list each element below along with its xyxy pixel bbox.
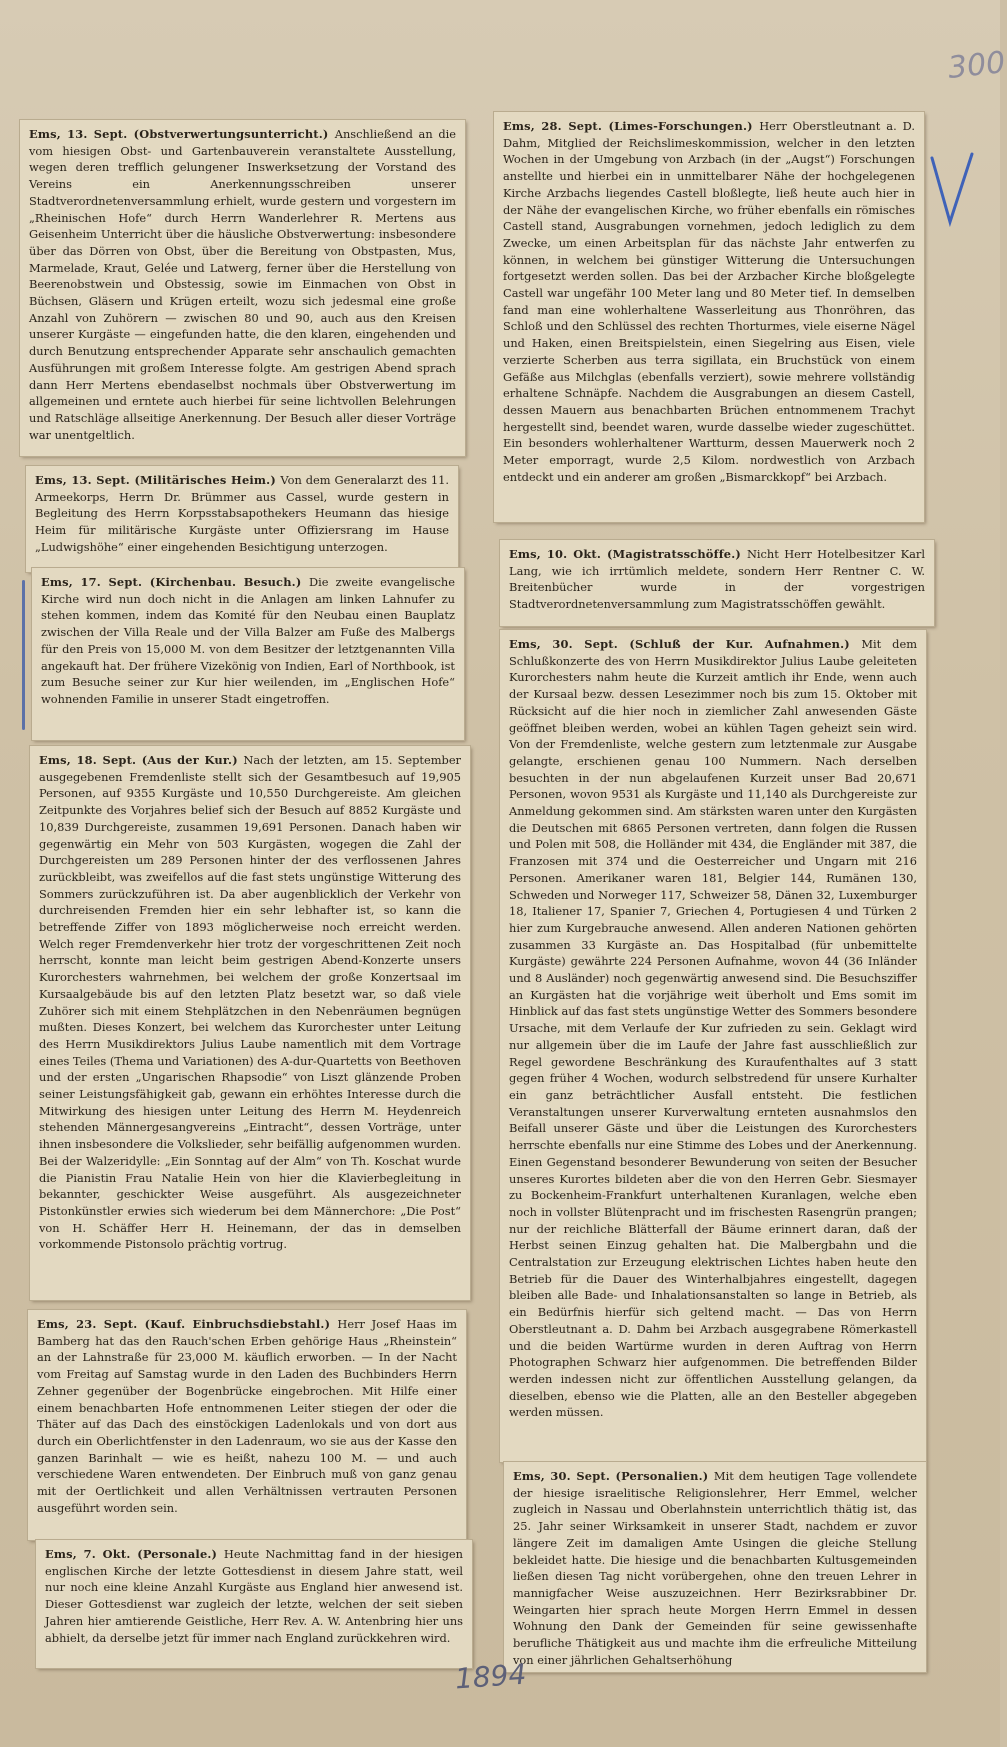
clipping xyxy=(500,630,926,1462)
clipping xyxy=(26,466,458,572)
clipping-text: Von dem Generalarzt des 11. Armeekorps, Herrn Dr. Brümmer aus Cassel, wurde gestern in Begleitung des Herrn Korpsstabsapothekers Heumann das hiesige Heim für militärische Kurgäste unter Offiziersrang im Hause „Ludwigshöhe“ einer eingehenden Besichtigung unterzogen. xyxy=(35,473,450,554)
checkmark-icon xyxy=(928,150,976,230)
clipping-dateline: Ems, 18. Sept. (Aus der Kur.) xyxy=(39,753,244,767)
year-annotation: 1894 xyxy=(453,1657,528,1696)
margin-line xyxy=(22,580,25,730)
clipping-text: Herr Josef Haas im Bamberg hat das den Rauch'schen Erben gehörige Haus „Rheinstein“ an der Lahnstraße für 23,000 M. käuflich erworben. — In der Nacht vom Freitag auf Samstag wurde in den Laden des Buchbinders Herrn Zehner gegenüber der Bogenbrücke eingebrochen. Mit Hilfe einer einem benachbarten Hofe entnommenen Leiter stiegen der oder die Thäter auf das Dach des einstöckigen Ladenlokals und von dort aus durch ein Oberlichtfenster in den Ladenraum, wo sie aus der Kasse den ganzen Barinhalt — wie es heißt, nahezu 100 M. — und auch verschiedene Waren entwendeten. Der Einbruch muß von ganz genau mit der Oertlichkeit und allen Verhältnissen vertrauten Personen ausgeführt worden sein. xyxy=(37,1317,458,1515)
clipping xyxy=(20,120,465,456)
clipping-text: Anschließend an die vom hiesigen Obst- und Gartenbauverein veranstaltete Ausstellung, wegen deren trefflich gelungener Inswerksetzung der Vorstand des Vereins ein Anerkennungsschreiben unserer Stadtverordnetenversammlung erhielt, wurde gestern und vorgestern im „Rheinischen Hofe“ durch Herrn Wanderlehrer R. Mertens aus Geisenheim Unterricht über die häusliche Obstverwertung: insbesondere über das Dörren von Obst, über die Bereitung von Obstpasten, Mus, Marmelade, Kraut, Gelée und Latwerg, ferner über die Herstellung von Beerenobstwein und Obstessig, sowie im Einmachen von Obst in Büchsen, Gläsern und Krügen erteilt, wozu sich jedesmal eine große Anzahl von Zuhörern — zwischen 80 und 90, auch aus den Kreisen unserer Kurgäste — eingefunden hatte, die den klaren, eingehenden und durch Benutzung entsprechender Apparate sehr anschaulich gemachten Ausführungen mit großem Interesse folgte. Am gestrigen Abend sprach dann Herr Mertens ebendaselbst nochmals über Obstverwertung im allgemeinen und erntete auch hierbei für seine lichtvollen Belehrungen und Ratschläge allseitige Anerkennung. Der Besuch aller dieser Vorträge war unentgeltlich. xyxy=(29,127,456,442)
clipping xyxy=(500,540,934,626)
clipping xyxy=(36,1540,472,1668)
clipping-dateline: Ems, 13. Sept. (Militärisches Heim.) xyxy=(35,473,281,487)
clipping xyxy=(32,568,464,740)
clipping xyxy=(28,1310,466,1540)
clipping-text: Heute Nachmittag fand in der hiesigen englischen Kirche der letzte Gottesdienst in diesem Jahre statt, weil nur noch eine kleine Anzahl Kurgäste aus England hier anwesend ist. Dieser Gottesdienst war zugleich der letzte, welchen der seit sieben Jahren hier amtierende Geistliche, Herr Rev. A. W. Antenbring hier uns abhielt, da derselbe jetzt für immer nach England zurückkehren wird. xyxy=(45,1547,463,1645)
clipping-dateline: Ems, 13. Sept. (Obstverwertungsunterricht.) xyxy=(29,127,335,141)
clipping-text: Mit dem Schlußkonzerte des von Herrn Musikdirektor Julius Laube geleiteten Kurorchesters nahm heute die Kurzeit amtlich ihr Ende, wenn auch der Kursaal bezw. dessen Lesezimmer noch bis zum 15. Oktober mit Rücksicht auf die hier noch in ziemlicher Zahl anwesenden Gäste geöffnet bleiben werden, wobei an kühlen Tagen geheizt sein wird. Von der Fremdenliste, welche gestern zum letztenmale zur Ausgabe gelangte, erschienen genau 100 Nummern. Nach derselben besuchten in der nun abgelaufenen Kurzeit unser Bad 20,671 Personen, wovon 9531 als Kurgäste und 11,140 als Durchgereiste zur Anmeldung gekommen sind. Am stärksten waren unter den Kurgästen die Deutschen mit 6865 Personen vertreten, dann folgen die Russen und Polen mit 508, die Holländer mit 434, die Engländer mit 387, die Franzosen mit 374 und die Oesterreicher und Ungarn mit 216 Personen. Amerikaner waren 181, Belgier 144, Rumänen 130, Schweden und Norweger 117, Schweizer 58, Dänen 32, Luxemburger 18, Italiener 17, Spanier 7, Griechen 4, Portugiesen 4 und Türken 2 hier zum Kurgebrauche anwesend. Allen anderen Nationen gehörten zusammen 33 Kurgäste an. Das Hospitalbad (für unbemittelte Kurgäste) gewährte 224 Personen Aufnahme, wovon 44 (36 Inländer und 8 Ausländer) noch gegenwärtig anwesend sind. Die Besuchsziffer an Kurgästen hat die vorjährige weit überholt und Ems somit im Hinblick auf das fast stets ungünstige Wetter des Sommers besondere Ursache, mit dem Verlaufe der Kur zufrieden zu sein. Geklagt wird nur allgemein über die im Laufe der Jahre fast ausschließlich zur Regel gewordene Beschränkung des Kuraufenthaltes auf 3 statt gegen früher 4 Wochen, wodurch selbstredend für unsere Kurhalter ein ganz beträchtlicher Ausfall entsteht. Die festlichen Veranstaltungen unserer Kurverwaltung ernteten ausnahmslos den Beifall unserer Gäste und über die Leistungen des Kurorchesters herrschte ebenfalls nur eine Stimme des Lobes und der Anerkennung. Einen Gegenstand besonderer Bewunderung von seiten der Besucher unseres Kurortes bildeten aber die von den Herren Gebr. Siesmayer zu Bockenheim-Frankfurt unterhaltenen Kuranlagen, welche eben noch in vollster Blütenpracht und im frischesten Rasengrün prangen; nur der reichliche Blätterfall der Bäume erinnert daran, daß der Herbst seinen Einzug gehalten hat. Die Malbergbahn und die Centralstation zur Erzeugung elektrischen Lichtes haben heute den Betrieb für die Dauer des Winterhalbjahres eingestellt, dagegen bleiben alle Bade- und Inhalationsanstalten so lange in Betrieb, als ein Bedürfnis hierfür sich geltend macht. — Das von Herrn Oberstleutnant a. D. Dahm bei Arzbach ausgegrabene Römerkastell und die beiden Wartürme wurden in deren Auftrag von Herrn Photographen Schwarz hier aufgenommen. Die betreffenden Bilder werden indessen nicht zur öffentlichen Ausstellung gelangen, da dieselben, ebenso wie die Platten, alle an den Besteller abgegeben werden müssen. xyxy=(509,637,918,1420)
clipping-dateline: Ems, 30. Sept. (Schluß der Kur. Aufnahmen.) xyxy=(509,637,862,651)
clipping-dateline: Ems, 17. Sept. (Kirchenbau. Besuch.) xyxy=(41,575,310,589)
clipping xyxy=(494,112,924,522)
folio-number: 300 xyxy=(946,45,1007,86)
clipping-text: Mit dem heutigen Tage vollendete der hiesige israelitische Religionslehrer, Herr Emmel, welcher zugleich in Nassau und Oberlahnstein unterrichtlich thätig ist, das 25. Jahr seiner Wirksamkeit in unserer Stadt, nachdem er zuvor längere Zeit im damaligen Amte Usingen die gleiche Stellung bekleidet hatte. Die hiesige und die benachbarten Kultusgemeinden ließen diesen Tag nicht vorübergehen, ohne den treuen Lehrer in mannigfacher Weise auszuzeichnen. Herr Bezirksrabbiner Dr. Weingarten hier sprach heute Morgen Herrn Emmel in dessen Wohnung den Dank der Gemeinden für seine gewissenhafte berufliche Thätigkeit aus und machte ihm die erfreuliche Mitteilung von einer jährlichen Gehaltserhöhung xyxy=(513,1469,917,1667)
clipping-dateline: Ems, 23. Sept. (Kauf. Einbruchsdiebstahl.) xyxy=(37,1317,338,1331)
clipping-dateline: Ems, 10. Okt. (Magistratsschöffe.) xyxy=(509,547,747,561)
clipping-text: Nicht Herr Hotelbesitzer Karl Lang, wie ich irrtümlich meldete, sondern Herr Rentner C. W. Breitenbücher wurde in der vorgestrigen Stadtverordnetenversammlung zum Magistratsschöffen gewählt. xyxy=(509,547,925,612)
clipping-dateline: Ems, 28. Sept. (Limes-Forschungen.) xyxy=(503,119,760,133)
clipping-dateline: Ems, 30. Sept. (Personalien.) xyxy=(513,1469,714,1483)
clipping xyxy=(504,1462,926,1672)
clipping-text: Herr Oberstleutnant a. D. Dahm, Mitglied der Reichslimeskommission, welcher in den letzten Wochen in der Umgebung von Arzbach (in der „Augst“) Forschungen anstellte und hierbei ein in unmittelbarer Nähe der hochgelegenen Kirche Arzbachs liegendes Castell bloßlegte, ließ heute auch hier in der Nähe der evangelischen Kirche, wo früher ebenfalls ein römisches Castell stand, Ausgrabungen vornehmen, jedoch lediglich zu dem Zwecke, um einen Arbeitsplan für das nächste Jahr entwerfen zu können, in welchem bei günstiger Witterung die Untersuchungen fortgesetzt werden sollen. Das bei der Arzbacher Kirche bloßgelegte Castell war ungefähr 100 Meter lang und 80 Meter tief. In demselben fand man eine wohlerhaltene Wasserleitung aus Thonröhren, das Schloß und den Schlüssel des rechten Thorturmes, viele eiserne Nägel und Haken, einen Breitspielstein, einen Siegelring aus Eisen, viele verzierte Scherben aus terra sigillata, ein Bruchstück von einem Gefäße aus Milchglas (ebenfalls verziert), sowie mehrere vollständig erhaltene Schnäpfe. Nachdem die Ausgrabungen an diesem Castell, dessen Mauern aus benachbarten Brüchen entnommenem Trachyt hergestellt sind, beendet waren, wurde dasselbe wieder zugeschüttet. Ein besonders wohlerhaltener Wartturm, dessen Mauerwerk noch 2 Meter emporragt, wurde 2,5 Kilom. nordwestlich von Arzbach entdeckt und ein anderer am großen „Bismarckkopf“ bei Arzbach. xyxy=(503,119,915,484)
clipping xyxy=(30,746,470,1300)
clipping-text: Nach der letzten, am 15. September ausgegebenen Fremdenliste stellt sich der Gesamtbesuch auf 19,905 Personen, auf 9355 Kurgäste und 10,550 Durchgereiste. Am gleichen Zeitpunkte des Vorjahres belief sich der Besuch auf 8852 Kurgäste und 10,839 Durchgereiste, zusammen 19,691 Personen. Danach haben wir gegenwärtig ein Mehr von 503 Kurgästen, wogegen die Zahl der Durchgereisten um 289 Personen hinter der des verflossenen Jahres zurückbleibt, was zweifellos auf die fast stets ungünstige Witterung des Sommers zurückzuführen ist. Da aber augenblicklich der Verkehr von durchreisenden Fremden hier ein sehr lebhafter ist, so kann die betreffende Ziffer von 1893 möglicherweise noch erreicht werden. Welch reger Fremdenverkehr hier trotz der vorgeschrittenen Zeit noch herrscht, konnte man leicht beim gestrigen Abend-Konzerte unsers Kurorchesters wahrnehmen, bei welchem der große Konzertsaal im Kursaalgebäude bis auf den letzten Platz besetzt war, so daß viele Zuhörer sich mit einem Stehplätzchen in den Nebenräumen begnügen mußten. Dieses Konzert, bei welchem das Kurorchester unter Leitung des Herrn Musikdirektors Julius Laube namentlich mit dem Vortrage eines Teiles (Thema und Variationen) des A-dur-Quartetts von Beethoven und der ersten „Ungarischen Rhapsodie“ von Liszt glänzende Proben seiner Leistungsfähigkeit gab, gewann ein erhöhtes Interesse durch die Mitwirkung des hiesigen unter Leitung des Herrn M. Heydenreich stehenden Männergesangvereins „Eintracht“, dessen Vorträge, unter ihnen insbesondere die Volkslieder, sehr beifällig aufgenommen wurden. Bei der Walzeridylle: „Ein Sonntag auf der Alm“ von Th. Koschat wurde die Pianistin Frau Natalie Hein von hier die Klavierbegleitung in bekannter, geschickter Weise ausgeführt. Als ausgezeichneter Pistonkünstler erwies sich wiederum bei dem Männerchore: „Die Post“ von H. Schäffer Herr H. Heinemann, der das in demselben vorkommende Pistonsolo prächtig vortrug. xyxy=(39,753,462,1252)
clipping-text: Die zweite evangelische Kirche wird nun doch nicht in die Anlagen am linken Lahnufer zu stehen kommen, indem das Komité für den Neubau einen Bauplatz zwischen der Villa Reale und der Villa Balzer am Fuße des Malbergs für den Preis von 15,000 M. von dem Besitzer der letztgenannten Villa angekauft hat. Der frühere Vizekönig von Indien, Earl of Northbook, ist zum Besuche seiner zur Kur hier weilenden, im „Englischen Hofe“ wohnenden Familie in unserer Stadt eingetroffen. xyxy=(41,575,456,706)
clipping-dateline: Ems, 7. Okt. (Personale.) xyxy=(45,1547,224,1561)
